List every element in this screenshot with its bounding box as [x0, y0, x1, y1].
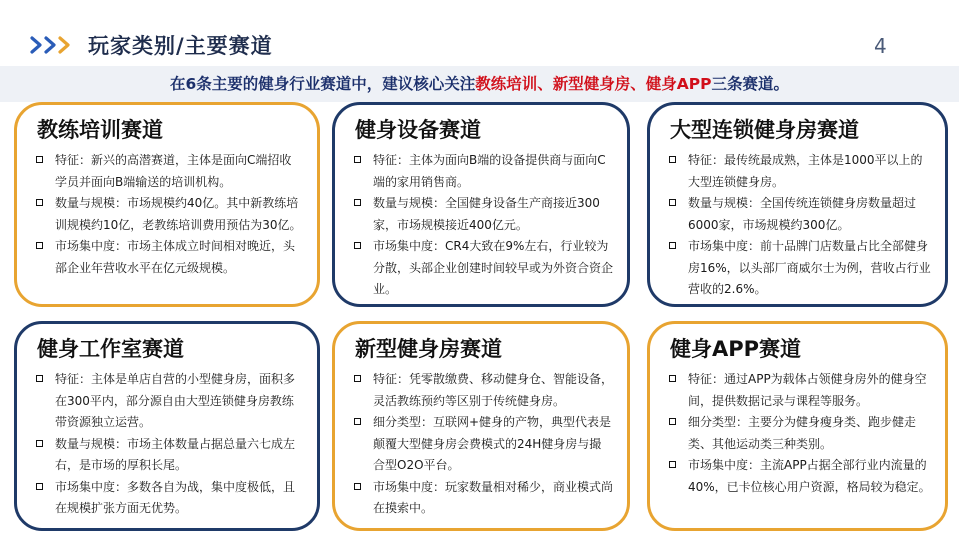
card-chain-gym	[647, 102, 948, 307]
card-title: 教练培训赛道	[37, 118, 163, 142]
square-bullet-icon	[36, 440, 43, 447]
card-title: 健身设备赛道	[355, 118, 481, 142]
list-item	[353, 477, 613, 520]
list-item-text: 数量与规模：市场主体数量占据总量六七成左右，是市场的厚积长尾。	[55, 436, 296, 472]
square-bullet-icon	[36, 156, 43, 163]
list-item	[35, 150, 303, 193]
square-bullet-icon	[354, 156, 361, 163]
list-item	[353, 150, 613, 193]
square-bullet-icon	[354, 483, 361, 490]
headline-prefix: 在6条主要的健身行业赛道中，建议核心关注	[169, 75, 476, 93]
square-bullet-icon	[354, 375, 361, 382]
card-fitness-equipment	[332, 102, 630, 307]
list-item-text: 数量与规模：全国传统连锁健身房数量超过6000家，市场规模约300亿。	[688, 196, 917, 232]
list-item-text: 特征：新兴的高潜赛道，主体是面向C端招收学员并面向B端输送的培训机构。	[55, 153, 292, 189]
square-bullet-icon	[669, 242, 676, 249]
list-item-text: 市场集中度：主流APP占据全部行业内流量的40%，已卡位核心用户资源，格局较为稳定。	[688, 458, 931, 494]
square-bullet-icon	[36, 483, 43, 490]
square-bullet-icon	[669, 461, 676, 468]
square-bullet-icon	[354, 242, 361, 249]
list-item-text: 特征：最传统最成熟，主体是1000平以上的大型连锁健身房。	[688, 153, 923, 189]
card-fitness-app	[647, 321, 948, 531]
list-item	[353, 236, 613, 301]
list-item-text: 数量与规模：全国健身设备生产商接近300家，市场规模接近400亿元。	[373, 196, 600, 232]
square-bullet-icon	[36, 242, 43, 249]
list-item	[668, 455, 931, 498]
list-item	[353, 369, 613, 412]
list-item	[353, 193, 613, 236]
list-item-text: 特征：通过APP为载体占领健身房外的健身空间，提供数据记录与课程等服务。	[688, 372, 927, 408]
list-item-text: 数量与规模：市场规模约40亿。其中新教练培训规模约10亿，老教练培训费用预估为30亿。	[55, 196, 302, 232]
square-bullet-icon	[36, 375, 43, 382]
square-bullet-icon	[669, 418, 676, 425]
triple-chevron-icon	[30, 35, 78, 55]
square-bullet-icon	[669, 375, 676, 382]
list-item-text: 特征：主体为面向B端的设备提供商与面向C端的家用销售商。	[373, 153, 606, 189]
list-item-text: 市场集中度：前十品牌门店数量占比全部健身房16%，以头部厂商威尔士为例，营收占行业营收的2.6%。	[688, 239, 931, 296]
slide-header	[0, 0, 959, 66]
card-title: 健身工作室赛道	[37, 337, 184, 361]
list-item	[668, 369, 931, 412]
card-title: 大型连锁健身房赛道	[670, 118, 859, 142]
list-item	[668, 193, 931, 236]
page-title: 玩家类别/主要赛道	[88, 34, 273, 58]
list-item	[353, 412, 613, 477]
list-item-text: 市场集中度：多数各自为战，集中度极低，且在规模扩张方面无优势。	[55, 479, 296, 515]
square-bullet-icon	[354, 418, 361, 425]
list-item-text: 市场集中度：市场主体成立时间相对晚近，头部企业年营收水平在亿元级规模。	[55, 239, 296, 275]
list-item	[668, 150, 931, 193]
square-bullet-icon	[354, 199, 361, 206]
list-item-text: 市场集中度：CR4大致在9%左右，行业较为分散，头部企业创建时间较早或为外资合资企业。	[373, 239, 614, 296]
square-bullet-icon	[36, 199, 43, 206]
square-bullet-icon	[669, 199, 676, 206]
list-item	[668, 412, 931, 455]
card-new-gym	[332, 321, 630, 531]
card-coach-training	[14, 102, 320, 307]
headline-highlight: 教练培训、新型健身房、健身APP	[475, 75, 712, 93]
headline-banner	[0, 66, 959, 102]
list-item	[35, 236, 303, 279]
card-title: 健身APP赛道	[670, 337, 802, 361]
list-item-text: 细分类型：互联网+健身的产物，典型代表是颠覆大型健身房会费模式的24H健身房与撮合型O2O平台。	[373, 415, 612, 472]
list-item	[668, 236, 931, 301]
card-fitness-studio	[14, 321, 320, 531]
list-item-text: 细分类型：主要分为健身瘦身类、跑步健走类、其他运动类三种类别。	[688, 415, 917, 451]
list-item	[35, 193, 303, 236]
list-item	[35, 477, 303, 520]
square-bullet-icon	[669, 156, 676, 163]
list-item-text: 特征：凭零散缴费、移动健身仓、智能设备，灵活教练预约等区别于传统健身房。	[373, 372, 614, 408]
list-item	[35, 369, 303, 434]
list-item	[35, 434, 303, 477]
card-title: 新型健身房赛道	[355, 337, 502, 361]
list-item-text: 特征：主体是单店自营的小型健身房，面积多在300平内，部分源自由大型连锁健身房教练带资源独立运营。	[55, 372, 296, 429]
list-item-text: 市场集中度：玩家数量相对稀少，商业模式尚在摸索中。	[373, 479, 614, 515]
headline-suffix: 三条赛道。	[711, 75, 790, 93]
page-number: 4	[874, 34, 887, 58]
